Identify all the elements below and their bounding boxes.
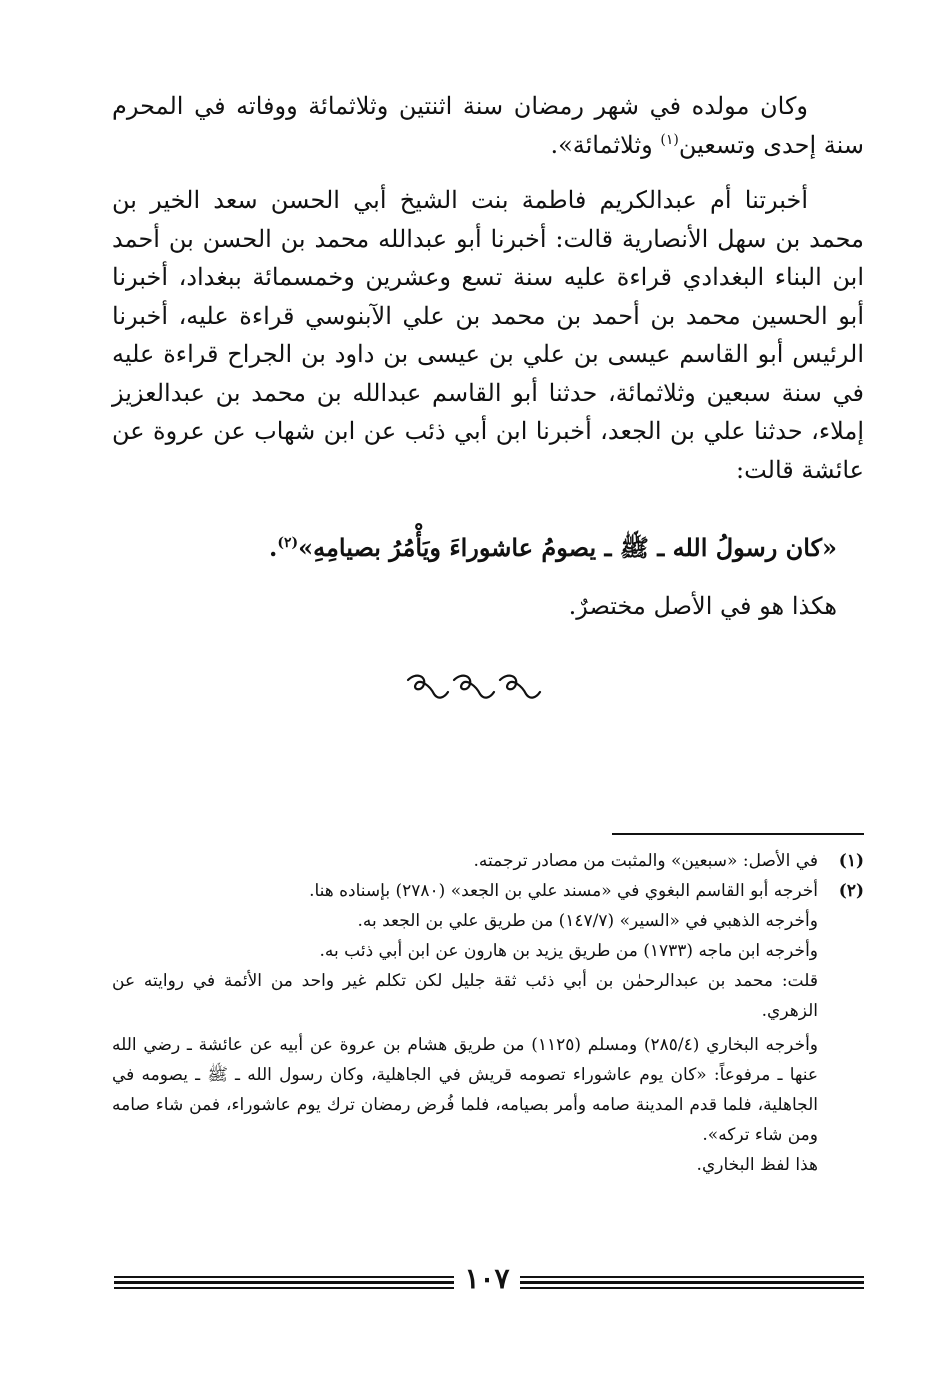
paragraph1-text: وكان مولده في شهر رمضان سنة اثنتين وثلاثمائة ووفاته في المحرم سنة إحدى وتسعين [112,92,864,159]
editor-note: هكذا هو في الأصل مختصرٌ. [568,592,837,620]
hadith-end: . [269,533,278,562]
floral-divider-icon [404,668,544,704]
footnote-number: (٢) [838,881,864,901]
footnote-line: في الأصل: «سبعين» والمثبت من مصادر ترجمته. [473,851,818,871]
footnote-line: هذا لفظ البخاري. [696,1155,818,1175]
paragraph-birth-death [112,87,864,164]
footnote-ref-1[interactable]: (١) [660,131,679,148]
hadith-text [85,528,837,568]
footnote-line: وأخرجه البخاري (٢٨٥/٤) ومسلم (١١٢٥) من طريق هشام بن عروة عن أبيه عن عائشة ـ رضي الله عنها ـ مرفوعاً: «كان يوم عاشوراء تصومه قريش في الجاهلية، وكان رسول الله ـ ﷺ ـ يصومه في الجاهلية، فلما قدم المدينة صامه وأمر بصيامه، فلما فُرض رمضان ترك يوم عاشوراء، فمن شاء صامه ومن شاء تركه». [112,1035,819,1145]
footnote-separator [612,833,864,835]
footnote-2 [112,876,864,1180]
footnote-line: وأخرجه الذهبي في «السير» (١٤٧/٧) من طريق علي بن الجعد به. [357,911,818,931]
bottom-rule-left [114,1276,454,1290]
page-number: ١٠٧ [464,1262,510,1295]
paragraph-isnad: أخبرتنا أم عبدالكريم فاطمة بنت الشيخ أبي الحسن سعد الخير بن محمد بن سهل الأنصارية قالت: أخبرنا أبو عبدالله محمد بن الحسن بن أحمد ابن البناء البغدادي قراءة عليه سنة تسع وعشرين وخمسمائة ببغداد، أخبرنا أبو الحسين محمد بن أحمد بن محمد بن علي الآبنوسي قراءة عليه، أخبرنا الرئيس أبو القاسم عيسى بن علي بن عيسى بن داود بن الجراح قراءة عليه في سنة سبعين وثلاثمائة، حدثنا أبو القاسم عبدالله بن محمد بن عبدالعزيز إملاء، حدثنا علي بن الجعد، أخبرنا ابن أبي ذئب عن ابن شهاب عن عروة عن عائشة قالت: [112,186,865,484]
footnote-number: (١) [838,851,864,871]
hadith-body: «كان رسولُ الله ـ ﷺ ـ يصومُ عاشوراءَ ويَأْمُرُ بصيامِهِ» [298,533,837,562]
bottom-rule-right [520,1276,864,1290]
footnotes [112,846,864,1180]
footnote-line: قلت: محمد بن عبدالرحمٰن بن أبي ذئب ثقة جليل لكن تكلم غير واحد من الأئمة في روايته عن الزهري. [112,971,818,1021]
footnote-ref-2[interactable]: (٢) [277,535,299,551]
footnote-1 [112,846,864,876]
paragraph1-text-end: وثلاثمائة». [550,130,661,159]
footnote-line: أخرجه أبو القاسم البغوي في «مسند علي بن الجعد» (٢٧٨٠) بإسناده هنا. [309,881,818,901]
footnote-line: وأخرجه ابن ماجه (١٧٣٣) من طريق يزيد بن هارون عن ابن أبي ذئب به. [319,941,818,961]
